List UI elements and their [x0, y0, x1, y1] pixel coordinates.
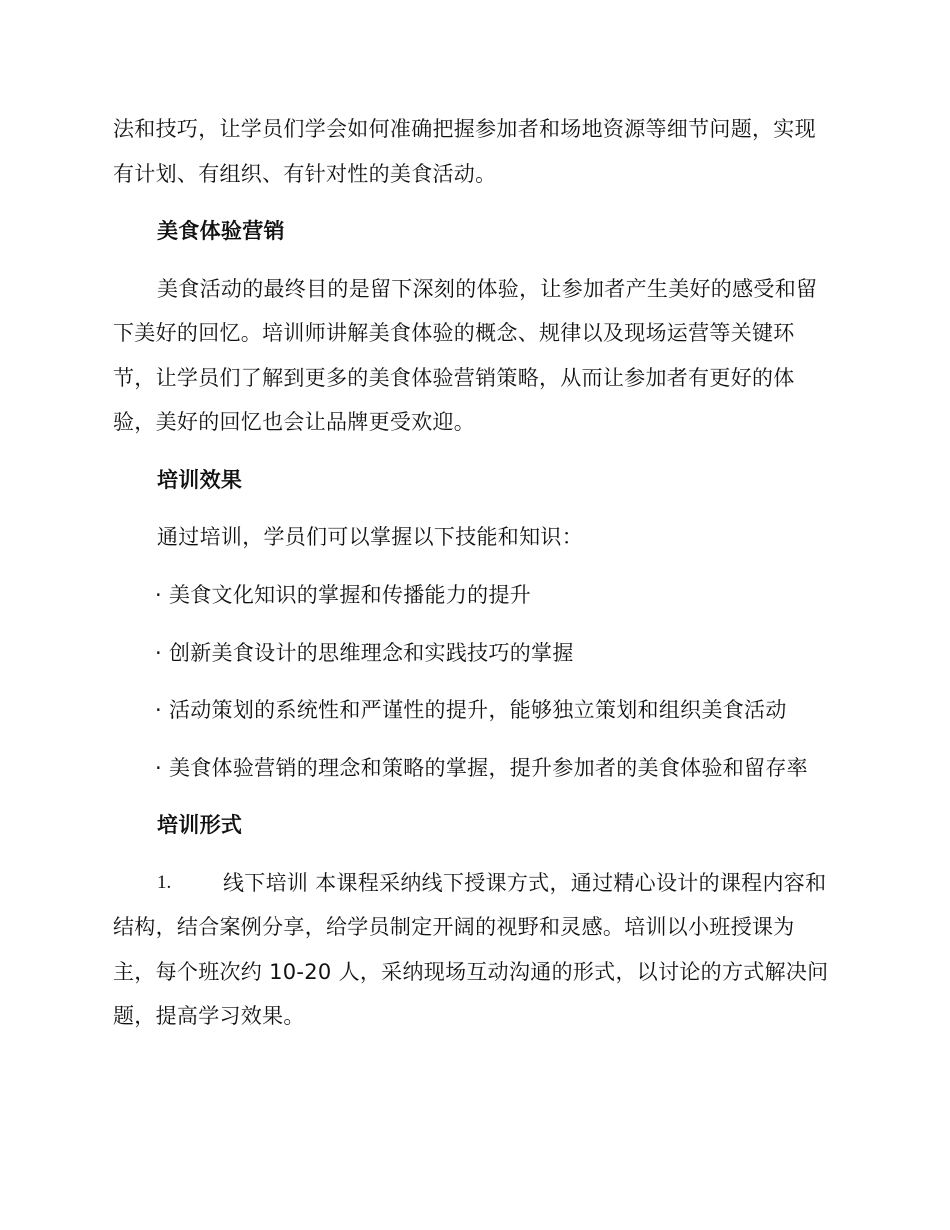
paragraph-line: 法和技巧，让学员们学会如何准确把握参加者和场地资源等细节问题，实现: [113, 117, 816, 141]
paragraph-line: 有计划、有组织、有针对性的美食活动。: [113, 162, 497, 186]
paragraph-line: 线下培训 本课程采纳线下授课方式，通过精心设计的课程内容和: [223, 871, 827, 895]
paragraph-line: 主，每个班次约 10-20 人，采纳现场互动沟通的形式，以讨论的方式解决问: [113, 960, 829, 984]
section-heading: 培训形式: [157, 813, 243, 837]
bullet-item: · 美食文化知识的掌握和传播能力的提升: [155, 583, 532, 607]
paragraph-line: 美食活动的最终目的是留下深刻的体验，让参加者产生美好的感受和留: [157, 277, 818, 301]
bullet-item: · 创新美食设计的思维理念和实践技巧的掌握: [155, 641, 574, 665]
paragraph-line: 节，让学员们了解到更多的美食体验营销策略，从而让参加者有更好的体: [113, 366, 795, 390]
section-heading: 美食体验营销: [157, 219, 285, 243]
paragraph-line: 通过培训，学员们可以掌握以下技能和知识：: [157, 525, 583, 549]
paragraph-line: 验，美好的回忆也会让品牌更受欢迎。: [113, 410, 476, 434]
paragraph-line: 题，提高学习效果。: [113, 1004, 305, 1028]
paragraph-line: 下美好的回忆。培训师讲解美食体验的概念、规律以及现场运营等关键环: [113, 321, 795, 345]
paragraph-line: 结构，结合案例分享，给学员制定开阔的视野和灵感。培训以小班授课为: [113, 915, 795, 939]
list-number: 1.: [157, 872, 172, 893]
bullet-item: · 活动策划的系统性和严谨性的提升，能够独立策划和组织美食活动: [155, 698, 787, 722]
bullet-item: · 美食体验营销的理念和策略的掌握，提升参加者的美食体验和留存率: [155, 756, 808, 780]
section-heading: 培训效果: [157, 468, 243, 492]
